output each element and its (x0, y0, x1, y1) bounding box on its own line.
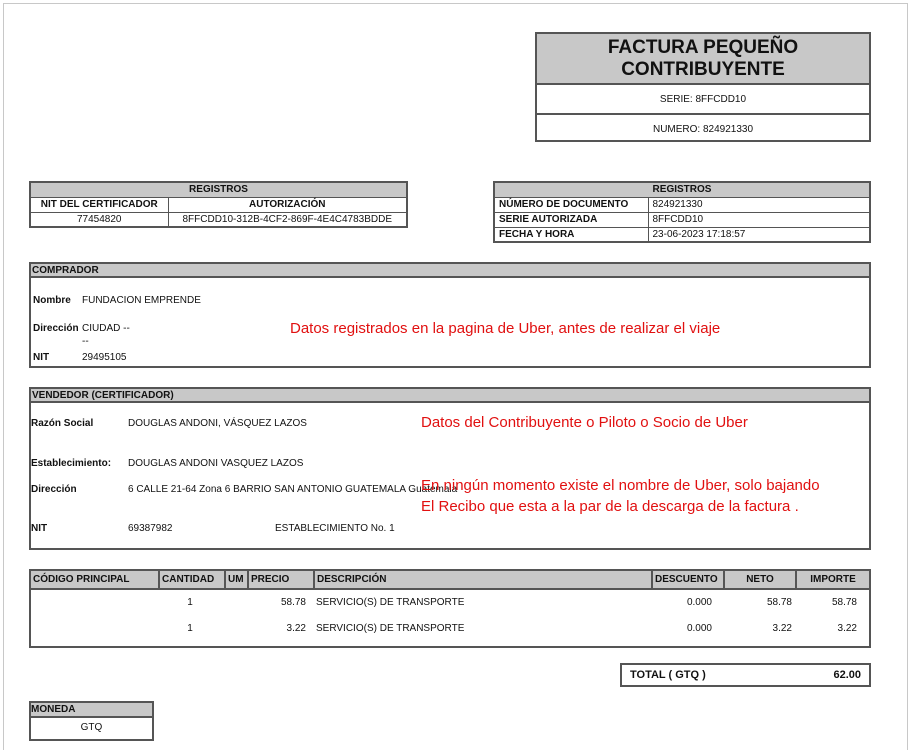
nit-certificador-header: NIT DEL CERTIFICADOR (30, 197, 168, 212)
col-cantidad-header: CANTIDAD (159, 571, 225, 589)
col-descripcion-header: DESCRIPCIÓN (314, 571, 652, 589)
row2-neto: 3.22 (772, 622, 792, 634)
total-box (620, 663, 871, 687)
nit-certificador-value: 77454820 (30, 212, 168, 227)
invoice-title-box (535, 32, 871, 142)
comprador-nit-value: 29495105 (82, 352, 127, 363)
col-neto-header: NETO (724, 571, 796, 589)
row2-cantidad: 1 (187, 622, 193, 634)
row2-codigo (31, 615, 159, 641)
annotation-note-4: El Recibo que esta a la par de la descarga de la factura . (421, 498, 799, 515)
annotation-note-2: Datos del Contribuyente o Piloto o Socio de Uber (421, 414, 748, 431)
annotation-note-3: En ningún momento existe el nombre de Uber, solo bajando (421, 477, 820, 494)
table-row (31, 589, 869, 615)
row1-cantidad: 1 (187, 597, 193, 608)
numero-documento-label: NÚMERO DE DOCUMENTO (494, 197, 648, 212)
total-value: 62.00 (833, 669, 861, 681)
row1-um (225, 589, 248, 615)
row1-descuento: 0.000 (686, 597, 712, 608)
table-row (31, 615, 869, 641)
registros-left-heading: REGISTROS (30, 182, 407, 197)
registros-left-table (29, 181, 408, 228)
serie-autorizada-label: SERIE AUTORIZADA (494, 212, 648, 227)
comprador-nombre-value: FUNDACION EMPRENDE (82, 295, 201, 306)
col-importe-header: IMPORTE (796, 571, 869, 589)
col-precio-header: PRECIO (248, 571, 314, 589)
vendedor-establecimiento-no: ESTABLECIMIENTO No. 1 (275, 523, 395, 534)
numero-text: NUMERO: 824921330 (537, 113, 869, 141)
numero-documento-value: 824921330 (648, 197, 870, 212)
serie-text: SERIE: 8FFCDD10 (659, 94, 747, 105)
comprador-direccion-label: Dirección (33, 323, 79, 334)
items-section (29, 569, 871, 648)
vendedor-heading: VENDEDOR (CERTIFICADOR) (31, 389, 869, 403)
items-header-row (31, 571, 869, 589)
invoice-title (537, 34, 869, 85)
total-label: TOTAL ( GTQ ) (630, 669, 706, 681)
registros-right-heading: REGISTROS (494, 182, 870, 197)
vendedor-direccion-value: 6 CALLE 21-64 Zona 6 BARRIO SAN ANTONIO GUATEMALA Guatemala (128, 484, 458, 495)
title-line1: FACTURA PEQUEÑO (607, 37, 799, 58)
col-um-header: UM (225, 571, 248, 589)
fecha-hora-value: 23-06-2023 17:18:57 (648, 227, 870, 242)
moneda-box (29, 701, 154, 741)
comprador-nit-label: NIT (33, 352, 50, 363)
vendedor-razon-value: DOUGLAS ANDONI, VÁSQUEZ LAZOS (128, 418, 307, 429)
moneda-heading: MONEDA (31, 703, 152, 718)
comprador-nombre-label: Nombre (33, 295, 71, 306)
comprador-direccion-value2: -- (82, 336, 89, 347)
comprador-section (29, 262, 871, 368)
row1-neto: 58.78 (766, 597, 792, 608)
vendedor-direccion-label: Dirección (31, 484, 77, 495)
row1-descripcion: SERVICIO(S) DE TRANSPORTE (316, 597, 465, 608)
row2-descripcion: SERVICIO(S) DE TRANSPORTE (316, 622, 465, 634)
vendedor-estab-label: Establecimiento: (31, 458, 112, 469)
registros-right-table (493, 181, 871, 243)
fecha-hora-label: FECHA Y HORA (494, 227, 648, 242)
row1-precio: 58.78 (280, 597, 306, 608)
row2-descuento: 0.000 (686, 622, 712, 634)
comprador-direccion-value: CIUDAD -- (82, 323, 130, 334)
moneda-value: GTQ (80, 722, 103, 733)
autorizacion-header: AUTORIZACIÓN (168, 197, 407, 212)
annotation-note-1: Datos registrados en la pagina de Uber, antes de realizar el viaje (290, 320, 721, 337)
comprador-heading: COMPRADOR (31, 264, 869, 278)
serie-autorizada-value: 8FFCDD10 (648, 212, 870, 227)
autorizacion-value: 8FFCDD10-312B-4CF2-869F-4E4C4783BDDE (168, 212, 407, 227)
title-line2: CONTRIBUYENTE (621, 59, 785, 80)
col-codigo-header: CÓDIGO PRINCIPAL (31, 571, 159, 589)
row2-importe: 3.22 (837, 622, 857, 634)
items-table (31, 571, 869, 641)
row1-codigo (31, 589, 159, 615)
row1-importe: 58.78 (831, 597, 857, 608)
col-descuento-header: DESCUENTO (652, 571, 724, 589)
vendedor-estab-value: DOUGLAS ANDONI VASQUEZ LAZOS (128, 458, 304, 469)
row2-um (225, 615, 248, 641)
vendedor-nit-value: 69387982 (128, 523, 173, 534)
vendedor-nit-label: NIT (31, 523, 48, 534)
row2-precio: 3.22 (286, 622, 306, 634)
vendedor-razon-label: Razón Social (31, 418, 94, 429)
